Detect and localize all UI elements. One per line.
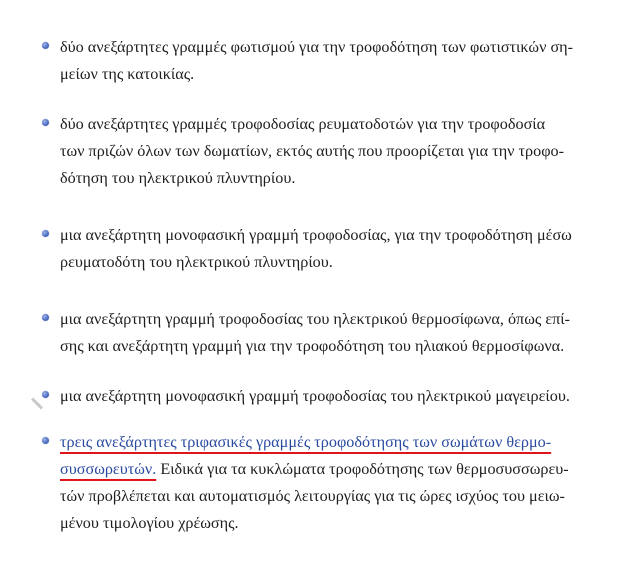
bullet-icon [42,119,49,126]
text-line: μια ανεξάρτητη γραμμή τροφοδοσίας του ηλεκτρικού θερμοσίφωνα, όπως επί- [60,310,571,328]
highlighted-text: τρεις ανεξάρτητες τριφασικές γραμμές τροφοδότησης των σωμάτων θερμο- [60,433,552,451]
bullet-icon [42,437,49,444]
list-item [42,111,565,192]
bullet-list [42,34,574,565]
text-line: των πριζών όλων των δωματίων, εκτός αυτής που προορίζεται για την τροφο- [60,142,565,160]
highlighted-text: συσσωρευτών. [60,460,157,478]
text-line: μένου τιμολογίου χρέωσης. [60,514,239,532]
list-item [42,34,574,88]
list-item [42,383,570,410]
text-fragment: Ειδικά για τα κυκλώματα τροφοδότησης των θερμοσυσσωρευ- [156,460,569,478]
text-line: δύο ανεξάρτητες γραμμές φωτισμού για την τροφοδότηση των φωτιστικών ση- [60,38,574,56]
list-item [42,222,572,276]
bullet-icon [42,42,49,49]
text-line: σης και ανεξάρτητη γραμμή για την τροφοδότηση του ηλιακού θερμοσίφωνα. [60,337,565,355]
text-line: ρευματοδότη του ηλεκτρικού πλυντηρίου. [60,253,333,271]
bullet-icon [42,391,49,398]
bullet-icon [42,230,49,237]
list-item [42,306,571,360]
text-line [60,456,569,483]
text-line: μια ανεξάρτητη μονοφασική γραμμή τροφοδοσίας του ηλεκτρικού μαγειρείου. [60,387,570,405]
text-line: δότηση του ηλεκτρικού πλυντηρίου. [60,169,296,187]
text-line: δύο ανεξάρτητες γραμμές τροφοδοσίας ρευματοδοτών για την τροφοδοσία [60,115,546,133]
text-line: μείων της κατοικίας. [60,65,195,83]
list-item [42,429,569,537]
text-line: τών προβλέπεται και αυτοματισμός λειτουργίας για τις ώρες ισχύος του μειω- [60,487,565,505]
bullet-icon [42,314,49,321]
text-line: μια ανεξάρτητη μονοφασική γραμμή τροφοδοσίας, για την τροφοδότηση μέσω [60,226,572,244]
text-line [60,429,552,456]
